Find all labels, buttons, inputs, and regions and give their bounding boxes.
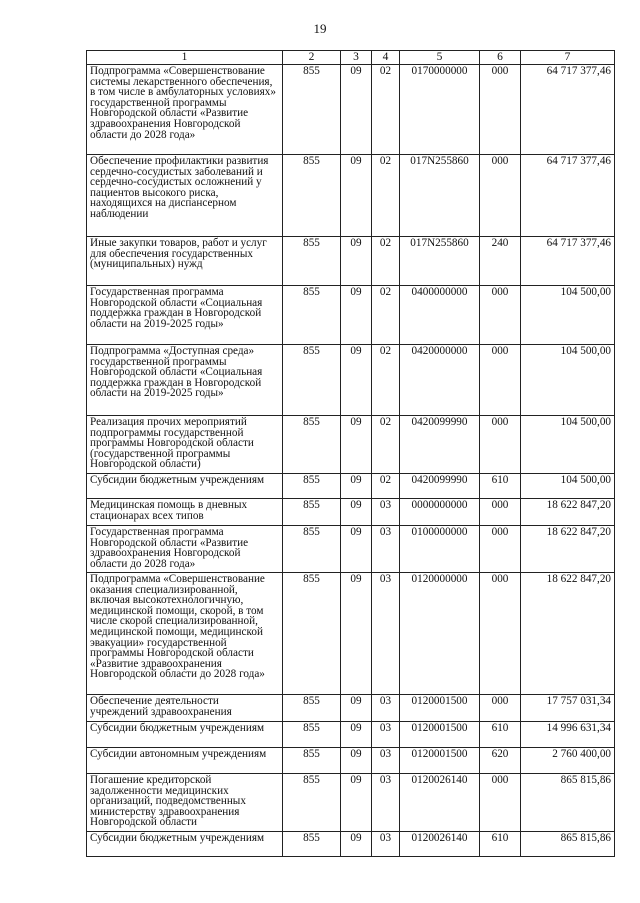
- row-section: 09: [341, 722, 372, 748]
- row-grbs: 855: [283, 345, 341, 416]
- row-target-article: 0420099990: [400, 474, 480, 499]
- row-section: 09: [341, 748, 372, 774]
- row-expense-type: 000: [480, 65, 521, 155]
- row-expense-type: 000: [480, 774, 521, 832]
- row-expense-type: 610: [480, 474, 521, 499]
- row-amount: 18 622 847,20: [521, 526, 615, 573]
- page-number: 19: [313, 21, 327, 36]
- row-subsection: 03: [372, 832, 400, 857]
- row-section: 09: [341, 345, 372, 416]
- row-name: Субсидии бюджетным учреждениям: [87, 474, 283, 499]
- row-target-article: 0170000000: [400, 65, 480, 155]
- row-subsection: 02: [372, 416, 400, 474]
- row-amount: 18 622 847,20: [521, 573, 615, 695]
- table-row: [87, 573, 615, 695]
- row-amount: 17 757 031,34: [521, 695, 615, 722]
- row-section: 09: [341, 573, 372, 695]
- row-grbs: 855: [283, 286, 341, 345]
- row-expense-type: 610: [480, 832, 521, 857]
- row-section: 09: [341, 774, 372, 832]
- row-subsection: 03: [372, 573, 400, 695]
- table-row: [87, 286, 615, 345]
- row-amount: 104 500,00: [521, 286, 615, 345]
- row-target-article: 0000000000: [400, 499, 480, 526]
- row-amount: 104 500,00: [521, 474, 615, 499]
- row-grbs: 855: [283, 499, 341, 526]
- row-target-article: 0120000000: [400, 573, 480, 695]
- row-grbs: 855: [283, 416, 341, 474]
- table-row: [87, 722, 615, 748]
- row-expense-type: 240: [480, 237, 521, 286]
- row-amount: 64 717 377,46: [521, 237, 615, 286]
- row-grbs: 855: [283, 774, 341, 832]
- row-target-article: 017N255860: [400, 237, 480, 286]
- row-expense-type: 000: [480, 155, 521, 237]
- row-name: Иные закупки товаров, работ и услуг для обеспечения государственных (муниципальных) нужд: [87, 237, 283, 286]
- row-expense-type: 000: [480, 345, 521, 416]
- row-section: 09: [341, 65, 372, 155]
- row-amount: 2 760 400,00: [521, 748, 615, 774]
- table-row: [87, 695, 615, 722]
- row-subsection: 03: [372, 695, 400, 722]
- row-name: Подпрограмма «Совершенствование системы лекарственного обеспечения, в том числе в амбулаторных условиях» государственной программы Новгородской области «Развитие здравоохранения Новгородской области до 2028 года»: [87, 65, 283, 155]
- row-expense-type: 000: [480, 695, 521, 722]
- row-subsection: 03: [372, 748, 400, 774]
- table-row: [87, 237, 615, 286]
- row-grbs: 855: [283, 695, 341, 722]
- row-name: Государственная программа Новгородской области «Социальная поддержка граждан в Новгородской области на 2019-2025 годы»: [87, 286, 283, 345]
- row-subsection: 02: [372, 237, 400, 286]
- row-grbs: 855: [283, 237, 341, 286]
- row-expense-type: 620: [480, 748, 521, 774]
- row-amount: 14 996 631,34: [521, 722, 615, 748]
- row-name: Субсидии бюджетным учреждениям: [87, 832, 283, 857]
- row-expense-type: 000: [480, 416, 521, 474]
- row-name: Реализация прочих мероприятий подпрограммы государственной программы Новгородской области (государственной программы Новгородской области): [87, 416, 283, 474]
- row-target-article: 0100000000: [400, 526, 480, 573]
- column-header-6: 6: [480, 51, 521, 65]
- row-amount: 64 717 377,46: [521, 65, 615, 155]
- row-subsection: 02: [372, 65, 400, 155]
- row-grbs: 855: [283, 474, 341, 499]
- row-name: Субсидии бюджетным учреждениям: [87, 722, 283, 748]
- row-grbs: 855: [283, 722, 341, 748]
- row-subsection: 03: [372, 722, 400, 748]
- row-section: 09: [341, 695, 372, 722]
- row-target-article: 017N255860: [400, 155, 480, 237]
- row-grbs: 855: [283, 526, 341, 573]
- row-amount: 865 815,86: [521, 832, 615, 857]
- row-target-article: 0120026140: [400, 832, 480, 857]
- row-expense-type: 000: [480, 573, 521, 695]
- row-target-article: 0120001500: [400, 722, 480, 748]
- row-subsection: 02: [372, 345, 400, 416]
- row-name: Подпрограмма «Доступная среда» государственной программы Новгородской области «Социальная поддержка граждан в Новгородской области на 2019-2025 годы»: [87, 345, 283, 416]
- row-section: 09: [341, 832, 372, 857]
- column-header-7: 7: [521, 51, 615, 65]
- table-row: [87, 474, 615, 499]
- row-target-article: 0420099990: [400, 416, 480, 474]
- row-grbs: 855: [283, 832, 341, 857]
- row-expense-type: 000: [480, 526, 521, 573]
- table-row: [87, 499, 615, 526]
- row-name: Государственная программа Новгородской области «Развитие здравоохранения Новгородской области до 2028 года»: [87, 526, 283, 573]
- row-target-article: 0420000000: [400, 345, 480, 416]
- row-grbs: 855: [283, 65, 341, 155]
- header-row: [87, 51, 615, 65]
- column-header-2: 2: [283, 51, 341, 65]
- row-name: Медицинская помощь в дневных стационарах всех типов: [87, 499, 283, 526]
- column-header-3: 3: [341, 51, 372, 65]
- table-row: [87, 774, 615, 832]
- row-target-article: 0120026140: [400, 774, 480, 832]
- row-expense-type: 610: [480, 722, 521, 748]
- table-row: [87, 155, 615, 237]
- row-subsection: 02: [372, 286, 400, 345]
- table-row: [87, 65, 615, 155]
- row-section: 09: [341, 416, 372, 474]
- row-grbs: 855: [283, 573, 341, 695]
- row-name: Обеспечение профилактики развития сердечно-сосудистых заболеваний и сердечно-сосудистых осложнений у пациентов высокого риска, находящихся на диспансерном наблюдении: [87, 155, 283, 237]
- table-row: [87, 748, 615, 774]
- row-expense-type: 000: [480, 499, 521, 526]
- table-row: [87, 832, 615, 857]
- table-body: [87, 65, 615, 857]
- column-header-4: 4: [372, 51, 400, 65]
- row-section: 09: [341, 499, 372, 526]
- row-target-article: 0120001500: [400, 748, 480, 774]
- row-amount: 865 815,86: [521, 774, 615, 832]
- row-section: 09: [341, 526, 372, 573]
- row-subsection: 03: [372, 526, 400, 573]
- row-amount: 104 500,00: [521, 416, 615, 474]
- row-expense-type: 000: [480, 286, 521, 345]
- column-header-5: 5: [400, 51, 480, 65]
- row-grbs: 855: [283, 748, 341, 774]
- row-subsection: 03: [372, 499, 400, 526]
- row-section: 09: [341, 474, 372, 499]
- column-header-1: 1: [87, 51, 283, 65]
- budget-table: [86, 50, 615, 857]
- row-name: Подпрограмма «Совершенствование оказания специализированной, включая высокотехнологичную, медицинской помощи, скорой, в том числе скорой специализированной, медицинской помощи, медицинской эвакуации» государственной программы Новгородской области «Развитие здравоохранения Новгородской области до 2028 года»: [87, 573, 283, 695]
- table-row: [87, 345, 615, 416]
- row-grbs: 855: [283, 155, 341, 237]
- row-subsection: 02: [372, 155, 400, 237]
- row-name: Субсидии автономным учреждениям: [87, 748, 283, 774]
- row-amount: 64 717 377,46: [521, 155, 615, 237]
- row-target-article: 0400000000: [400, 286, 480, 345]
- row-section: 09: [341, 237, 372, 286]
- row-section: 09: [341, 286, 372, 345]
- row-name: Обеспечение деятельности учреждений здравоохранения: [87, 695, 283, 722]
- table-row: [87, 526, 615, 573]
- row-section: 09: [341, 155, 372, 237]
- row-subsection: 02: [372, 474, 400, 499]
- row-name: Погашение кредиторской задолженности медицинских организаций, подведомственных министерству здравоохранения Новгородской области: [87, 774, 283, 832]
- row-amount: 18 622 847,20: [521, 499, 615, 526]
- row-amount: 104 500,00: [521, 345, 615, 416]
- row-target-article: 0120001500: [400, 695, 480, 722]
- table-row: [87, 416, 615, 474]
- row-subsection: 03: [372, 774, 400, 832]
